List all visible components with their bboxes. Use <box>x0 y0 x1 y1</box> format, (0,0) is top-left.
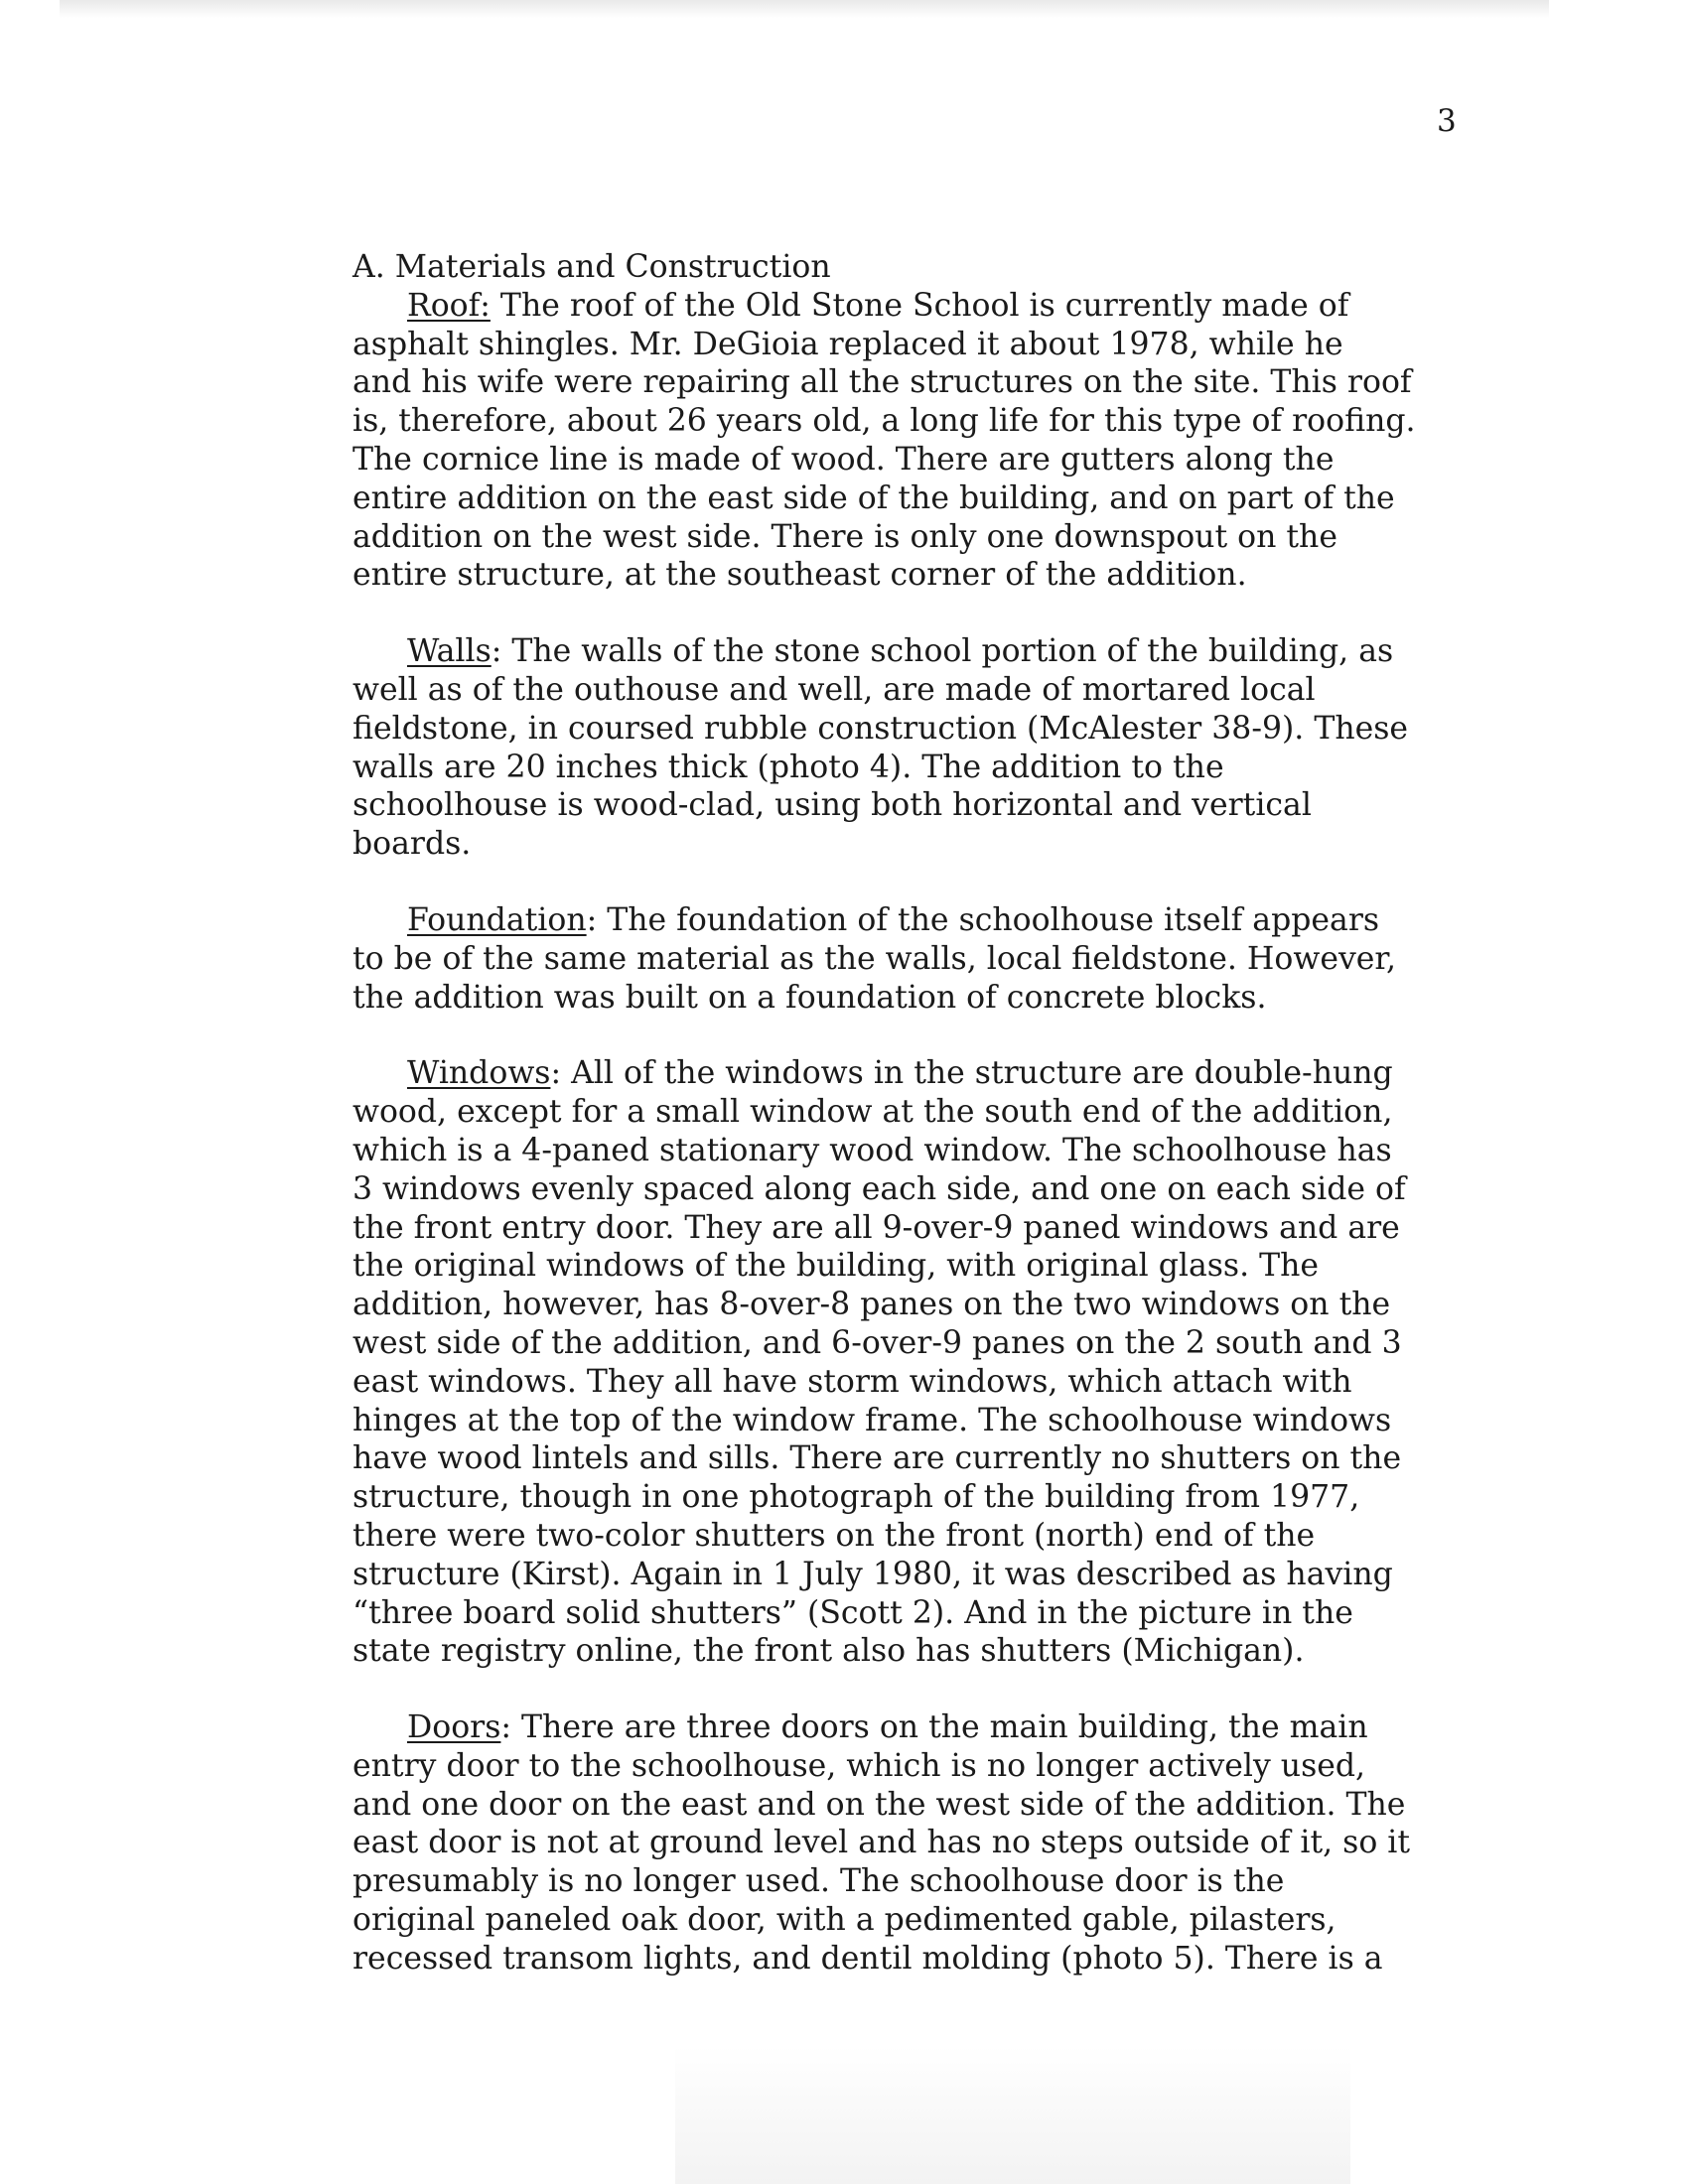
paragraph-line: Walls: The walls of the stone school portion of the building, as <box>407 633 1394 670</box>
paragraph-line: The cornice line is made of wood. There are gutters along the <box>352 441 1335 478</box>
paragraph-line: east windows. They all have storm windows, which attach with <box>352 1363 1352 1400</box>
paragraph-line: Windows: All of the windows in the structure are double-hung <box>407 1055 1393 1092</box>
page-number: 3 <box>1437 103 1457 139</box>
paragraph-line: and one door on the east and on the west side of the addition. The <box>352 1786 1406 1823</box>
paragraph-line: state registry online, the front also has shutters (Michigan). <box>352 1633 1305 1670</box>
paragraph-line: to be of the same material as the walls, local fieldstone. However, <box>352 940 1397 977</box>
paragraph-line: the original windows of the building, with original glass. The <box>352 1248 1320 1285</box>
paragraph-line: structure, though in one photograph of the building from 1977, <box>352 1479 1360 1516</box>
section-heading: A. Materials and Construction <box>352 249 831 285</box>
paragraph-line: wood, except for a small window at the south end of the addition, <box>352 1094 1393 1131</box>
paragraph-line: fieldstone, in coursed rubble construction (McAlester 38-9). These <box>352 710 1409 747</box>
paragraph-windows <box>352 1054 1460 1671</box>
paragraph-line: Doors: There are three doors on the main building, the main <box>407 1709 1368 1746</box>
paragraph-line: entry door to the schoolhouse, which is no longer actively used, <box>352 1747 1366 1784</box>
scan-bottom-shadow <box>675 2045 1350 2184</box>
paragraph-line: the addition was built on a foundation of concrete blocks. <box>352 979 1267 1016</box>
paragraph-line: structure (Kirst). Again in 1 July 1980, it was described as having <box>352 1556 1393 1592</box>
scan-edge-shadow <box>60 0 1549 18</box>
paragraph-line: Roof: The roof of the Old Stone School is currently made of <box>407 287 1349 324</box>
document-body <box>352 248 1460 1979</box>
paragraph-doors <box>352 1708 1460 1979</box>
paragraph-line: presumably is no longer used. The schoolhouse door is the <box>352 1863 1285 1900</box>
paragraph-line: is, therefore, about 26 years old, a long life for this type of roofing. <box>352 403 1416 440</box>
paragraph-line: schoolhouse is wood-clad, using both horizontal and vertical <box>352 787 1312 824</box>
paragraph-line: hinges at the top of the window frame. The schoolhouse windows <box>352 1402 1392 1438</box>
paragraph-line: 3 windows evenly spaced along each side, and one on each side of <box>352 1170 1406 1207</box>
paragraph-label-windows: Windows <box>407 1055 551 1092</box>
paragraph-line: addition on the west side. There is only one downspout on the <box>352 518 1337 555</box>
paragraph-line: entire addition on the east side of the building, and on part of the <box>352 479 1395 516</box>
paragraph-label-doors: Doors <box>407 1709 501 1746</box>
paragraph-line: have wood lintels and sills. There are currently no shutters on the <box>352 1440 1402 1477</box>
paragraph-line: and his wife were repairing all the structures on the site. This roof <box>352 364 1412 401</box>
paragraph-line: well as of the outhouse and well, are made of mortared local <box>352 671 1316 708</box>
paragraph-line: Foundation: The foundation of the schoolhouse itself appears <box>407 901 1380 938</box>
paragraph-line: walls are 20 inches thick (photo 4). The addition to the <box>352 749 1224 785</box>
paragraph-line: recessed transom lights, and dentil molding (photo 5). There is a <box>352 1940 1383 1977</box>
paragraph-line: “three board solid shutters” (Scott 2). And in the picture in the <box>352 1594 1353 1631</box>
paragraph-line: entire structure, at the southeast corner of the addition. <box>352 557 1247 594</box>
paragraph-label-walls: Walls <box>407 633 492 670</box>
paragraph-line: there were two-color shutters on the front (north) end of the <box>352 1517 1316 1554</box>
paragraph-label-foundation: Foundation <box>407 901 587 938</box>
paragraph-line: addition, however, has 8-over-8 panes on the two windows on the <box>352 1287 1391 1323</box>
paragraph-roof <box>352 287 1460 595</box>
paragraph-line: east door is not at ground level and has no steps outside of it, so it <box>352 1825 1411 1861</box>
paragraph-line: the front entry door. They are all 9-over-9 paned windows and are <box>352 1209 1400 1246</box>
paragraph-line: asphalt shingles. Mr. DeGioia replaced it about 1978, while he <box>352 326 1343 362</box>
paragraph-line: west side of the addition, and 6-over-9 panes on the 2 south and 3 <box>352 1324 1402 1361</box>
paragraph-line: original paneled oak door, with a pedimented gable, pilasters, <box>352 1902 1336 1939</box>
paragraph-line: which is a 4-paned stationary wood window. The schoolhouse has <box>352 1132 1392 1168</box>
paragraph-line: boards. <box>352 826 472 863</box>
paragraph-label-roof: Roof: <box>407 287 491 324</box>
paragraph-walls <box>352 632 1460 864</box>
paragraph-foundation <box>352 901 1460 1017</box>
